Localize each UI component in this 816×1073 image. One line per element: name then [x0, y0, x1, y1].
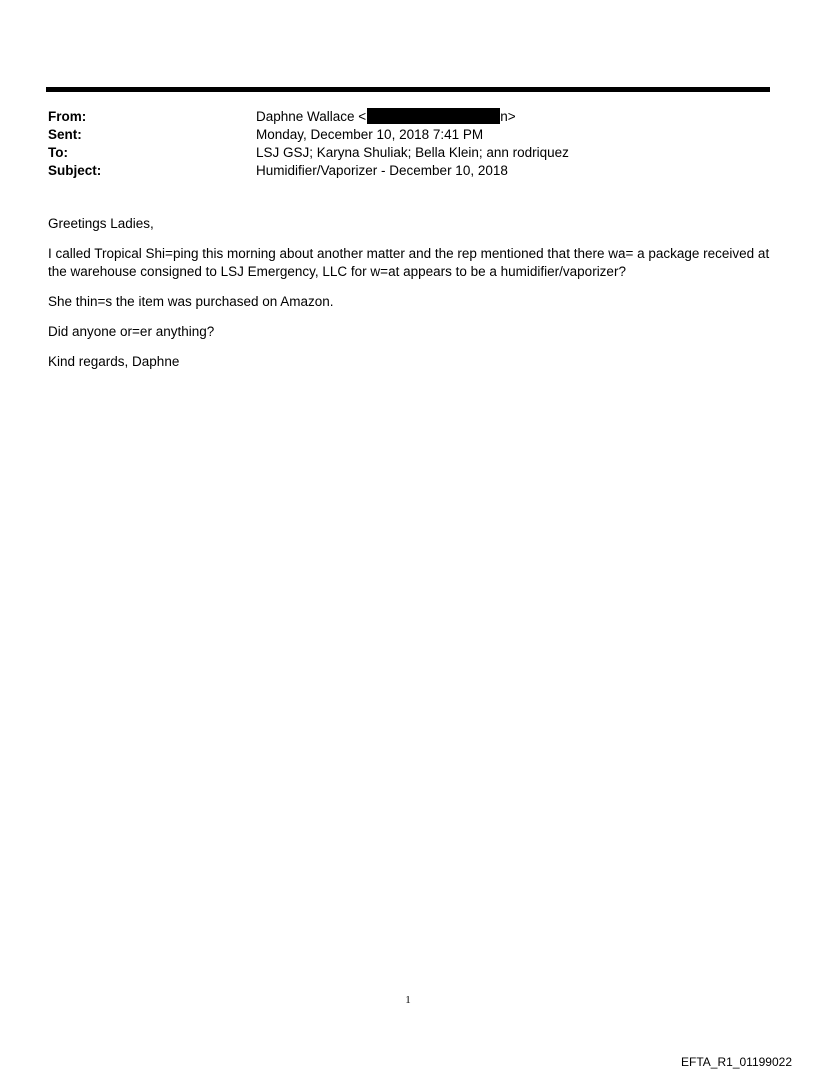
document-id: EFTA_R1_01199022	[681, 1055, 792, 1069]
greeting: Greetings Ladies,	[48, 216, 154, 231]
email-body	[48, 215, 776, 383]
subject-label: Subject:	[48, 163, 102, 178]
body-paragraph-2: She thin=s the item was purchased on Amazon.	[48, 294, 334, 309]
header-divider	[46, 87, 770, 92]
from-label: From:	[48, 109, 87, 124]
page-number: 1	[405, 994, 411, 1006]
from-row	[48, 108, 768, 126]
sent-label: Sent:	[48, 127, 82, 142]
redaction-block	[367, 108, 500, 124]
sent-row	[48, 126, 768, 144]
sent-value: Monday, December 10, 2018 7:41 PM	[256, 127, 484, 142]
to-label: To:	[48, 145, 68, 160]
signoff: Kind regards, Daphne	[48, 354, 180, 369]
email-header	[48, 108, 768, 180]
body-paragraph-3: Did anyone or=er anything?	[48, 324, 215, 339]
subject-value: Humidifier/Vaporizer - December 10, 2018	[256, 163, 508, 178]
from-value-tail: n>	[500, 109, 516, 124]
from-value	[256, 108, 516, 126]
subject-row	[48, 162, 768, 180]
to-row	[48, 144, 768, 162]
to-value: LSJ GSJ; Karyna Shuliak; Bella Klein; ann rodriquez	[256, 145, 569, 160]
body-paragraph-1: I called Tropical Shi=ping this morning about another matter and the rep mentioned that there wa= a package received at the warehouse consigned to LSJ Emergency, LLC for w=at appears to be a humidifier/vaporizer?	[48, 246, 770, 279]
from-value-name: Daphne Wallace <	[256, 109, 367, 124]
